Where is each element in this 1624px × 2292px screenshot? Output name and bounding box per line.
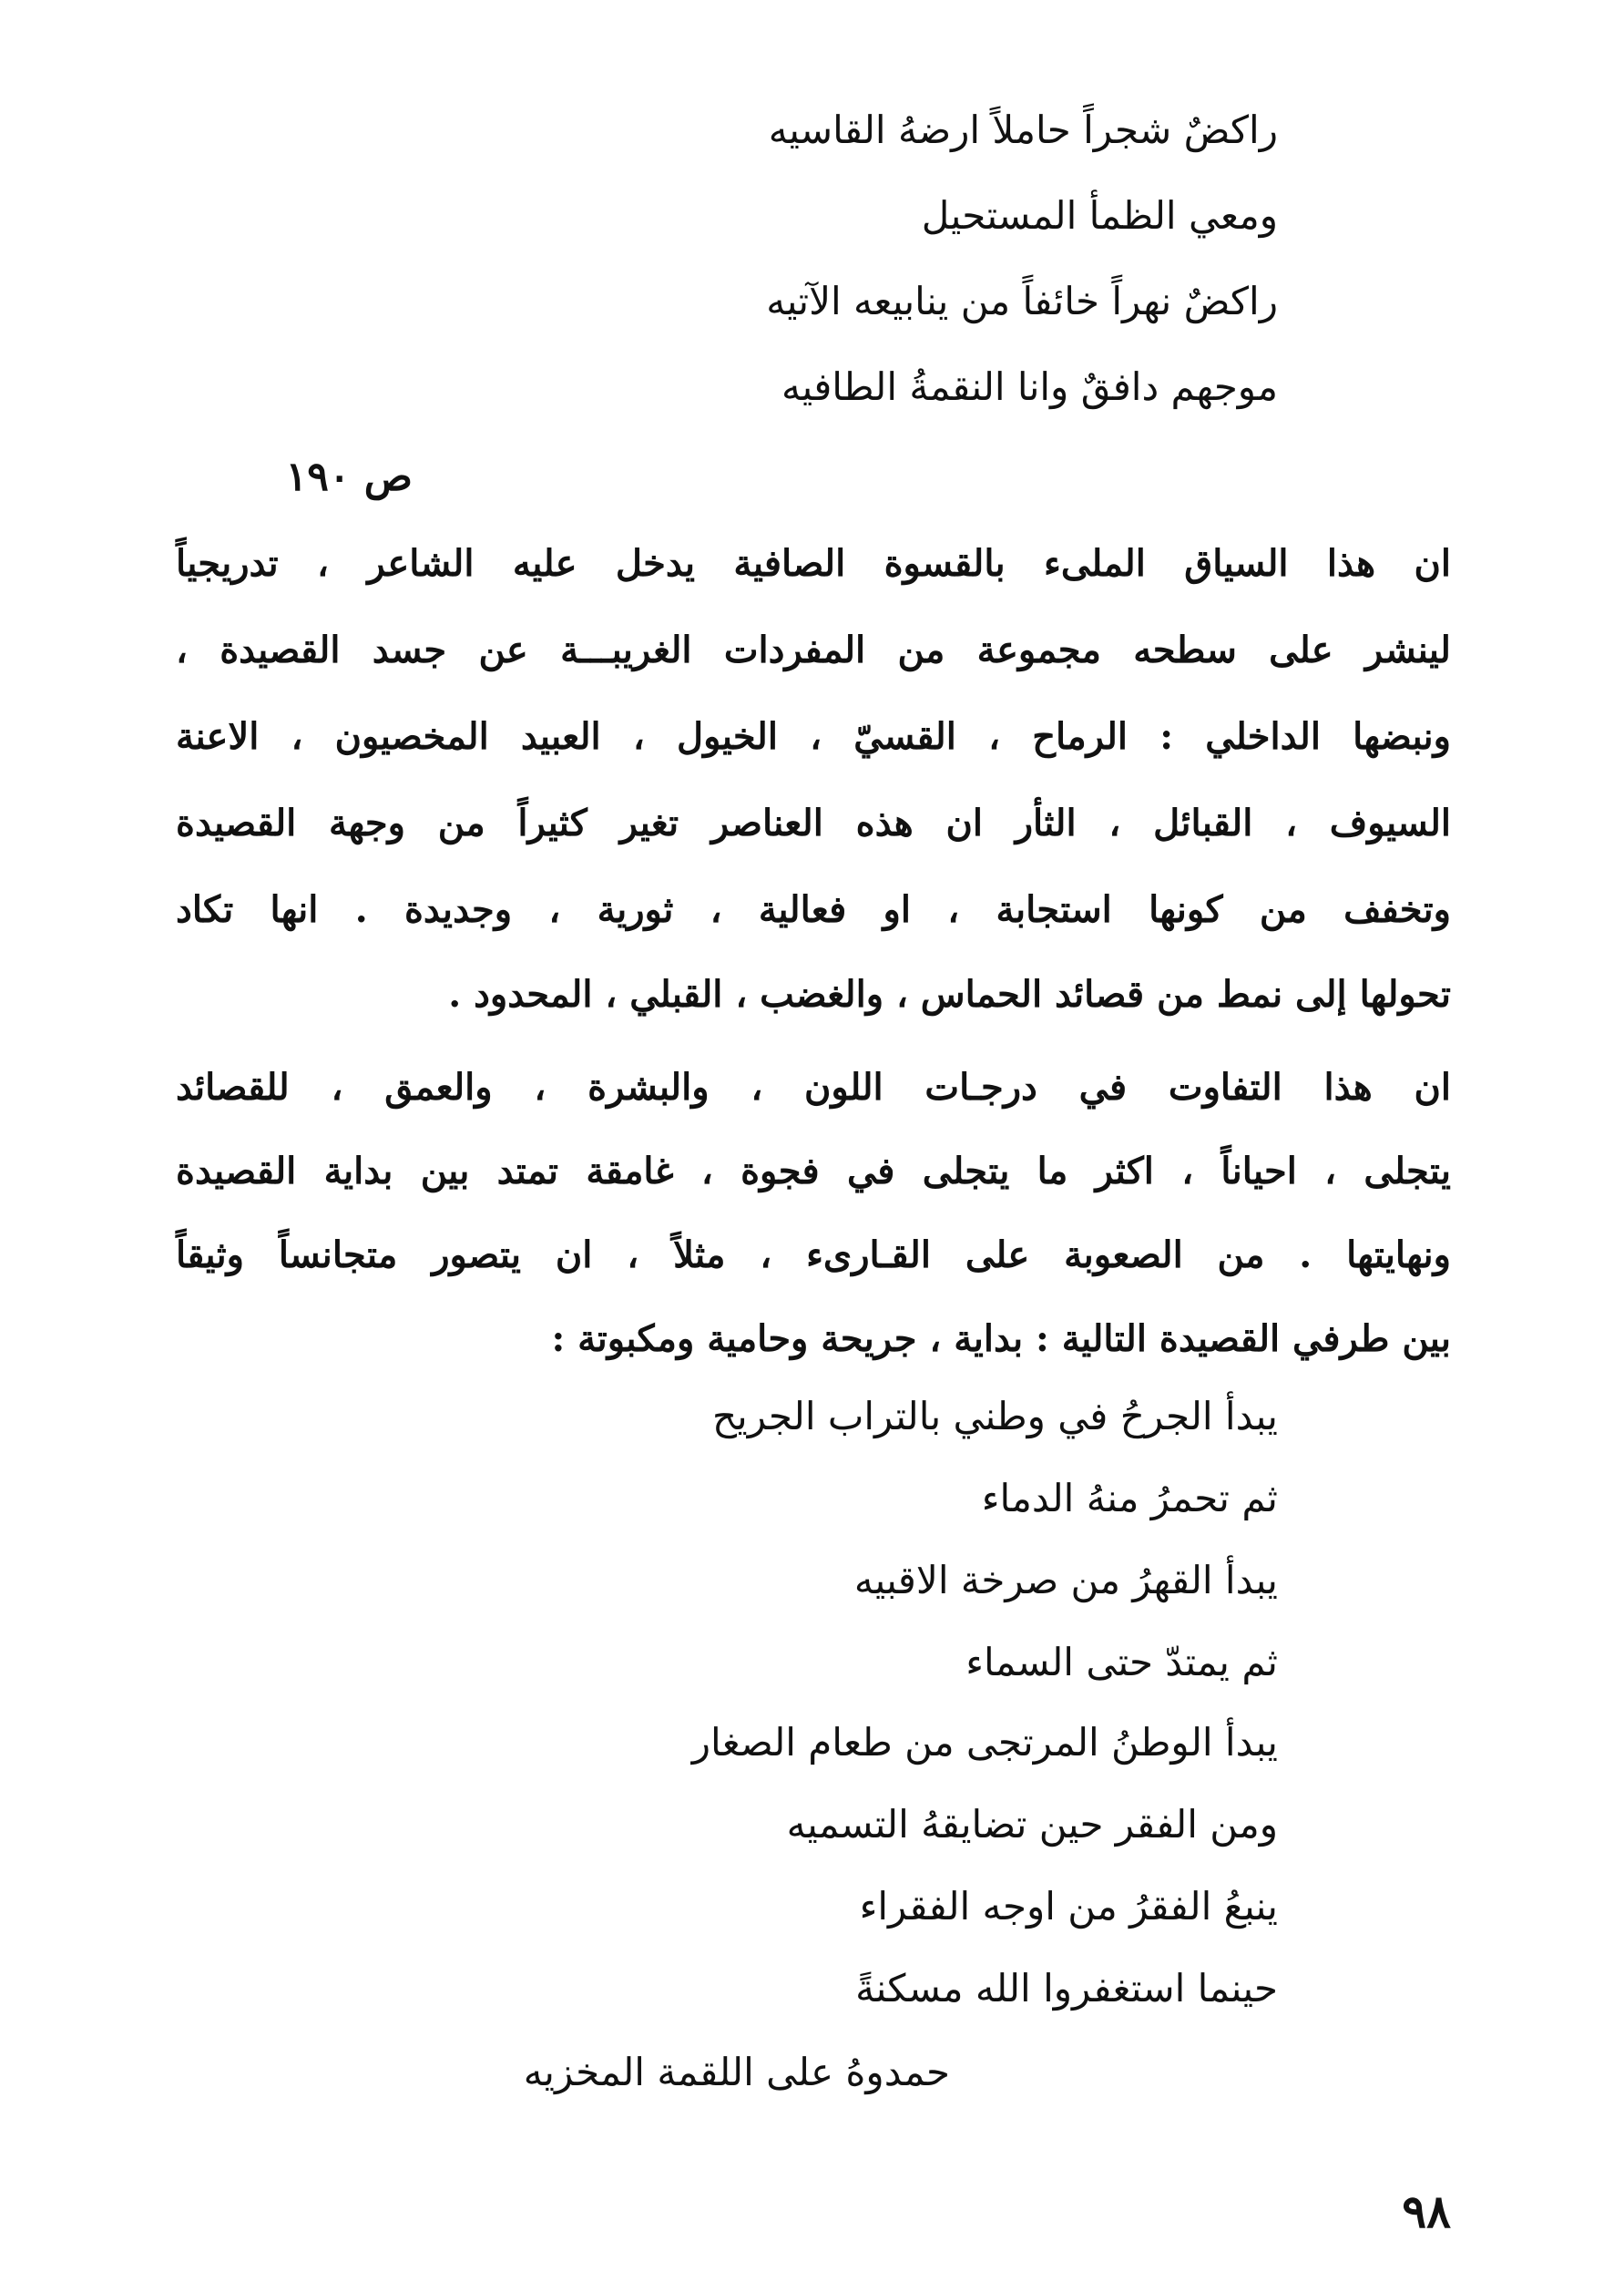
poem-bottom-line: يبدأ القهرُ من صرخة الاقبيه: [853, 1558, 1278, 1602]
paragraph-line: وتخفف من كونها استجابة ، او فعالية ، ثورية ، وجديدة . انها تكاد: [176, 888, 1451, 931]
paragraph-line: يتجلى ، احياناً ، اكثر ما يتجلى في فجوة ، غامقة تمتد بين بداية القصيدة: [176, 1150, 1451, 1192]
poem-top-line: موجهم دافقٌ وانا النقمةُ الطافيه: [781, 364, 1278, 409]
poem-bottom-line: ومن الفقر حين تضايقهُ التسميه: [786, 1802, 1278, 1847]
paragraph-line: تحولها إلى نمط من قصائد الحماس ، والغضب ، القبلي ، المحدود .: [448, 973, 1451, 1016]
paragraph-line: ان هذا التفاوت في درجـات اللون ، والبشرة ، والعمق ، للقصائد: [176, 1066, 1451, 1109]
paragraph-line: ان هذا السياق الملىء بالقسوة الصافية يدخل عليه الشاعر ، تدريجياً: [176, 542, 1451, 585]
poem-bottom-line: ينبعُ الفقرُ من اوجه الفقراء: [859, 1884, 1278, 1929]
poem-bottom-line: يبدأ الوطنُ المرتجى من طعام الصغار: [691, 1720, 1278, 1765]
poem-top-line: راكضٌ شجراً حاملاً ارضهُ القاسيه: [768, 107, 1278, 152]
poem-bottom-line: يبدأ الجرحُ في وطني بالتراب الجريح: [711, 1394, 1278, 1438]
poem-top-line: راكضٌ نهراً خائفاً من ينابيعه الآتيه: [766, 279, 1278, 323]
poem-top-line: ومعي الظمأ المستحيل: [921, 193, 1278, 238]
page-reference: ص ١٩٠: [285, 454, 413, 500]
poem-bottom-line: ثم يمتدّ حتى السماء: [965, 1640, 1278, 1684]
paragraph-line: لينشر على سطحه مجموعة من المفردات الغريبـــة عن جسد القصيدة ،: [176, 629, 1451, 671]
paragraph-line: السيوف ، القبائل ، الثأر ان هذه العناصر تغير كثيراً من وجهة القصيدة: [176, 802, 1451, 844]
closing-line: حمدوهُ على اللقمة المخزيه: [523, 2050, 950, 2094]
poem-bottom-line: حينما استغفروا الله مسكنةً: [855, 1966, 1278, 2011]
paragraph-line: بين طرفي القصيدة التالية : بداية ، جريحة وحامية ومكبوتة :: [551, 1317, 1451, 1360]
poem-bottom-line: ثم تحمرُ منهُ الدماء: [981, 1476, 1278, 1520]
paragraph-line: ونبضها الداخلي : الرماح ، القسيّ ، الخيول ، العبيد المخصيون ، الاعنة: [176, 715, 1451, 758]
paragraph-line: ونهايتها . من الصعوبة على القـارىء ، مثلاً ، ان يتصور متجانساً وثيقاً: [176, 1233, 1451, 1276]
page-number: ٩٨: [1402, 2185, 1451, 2238]
